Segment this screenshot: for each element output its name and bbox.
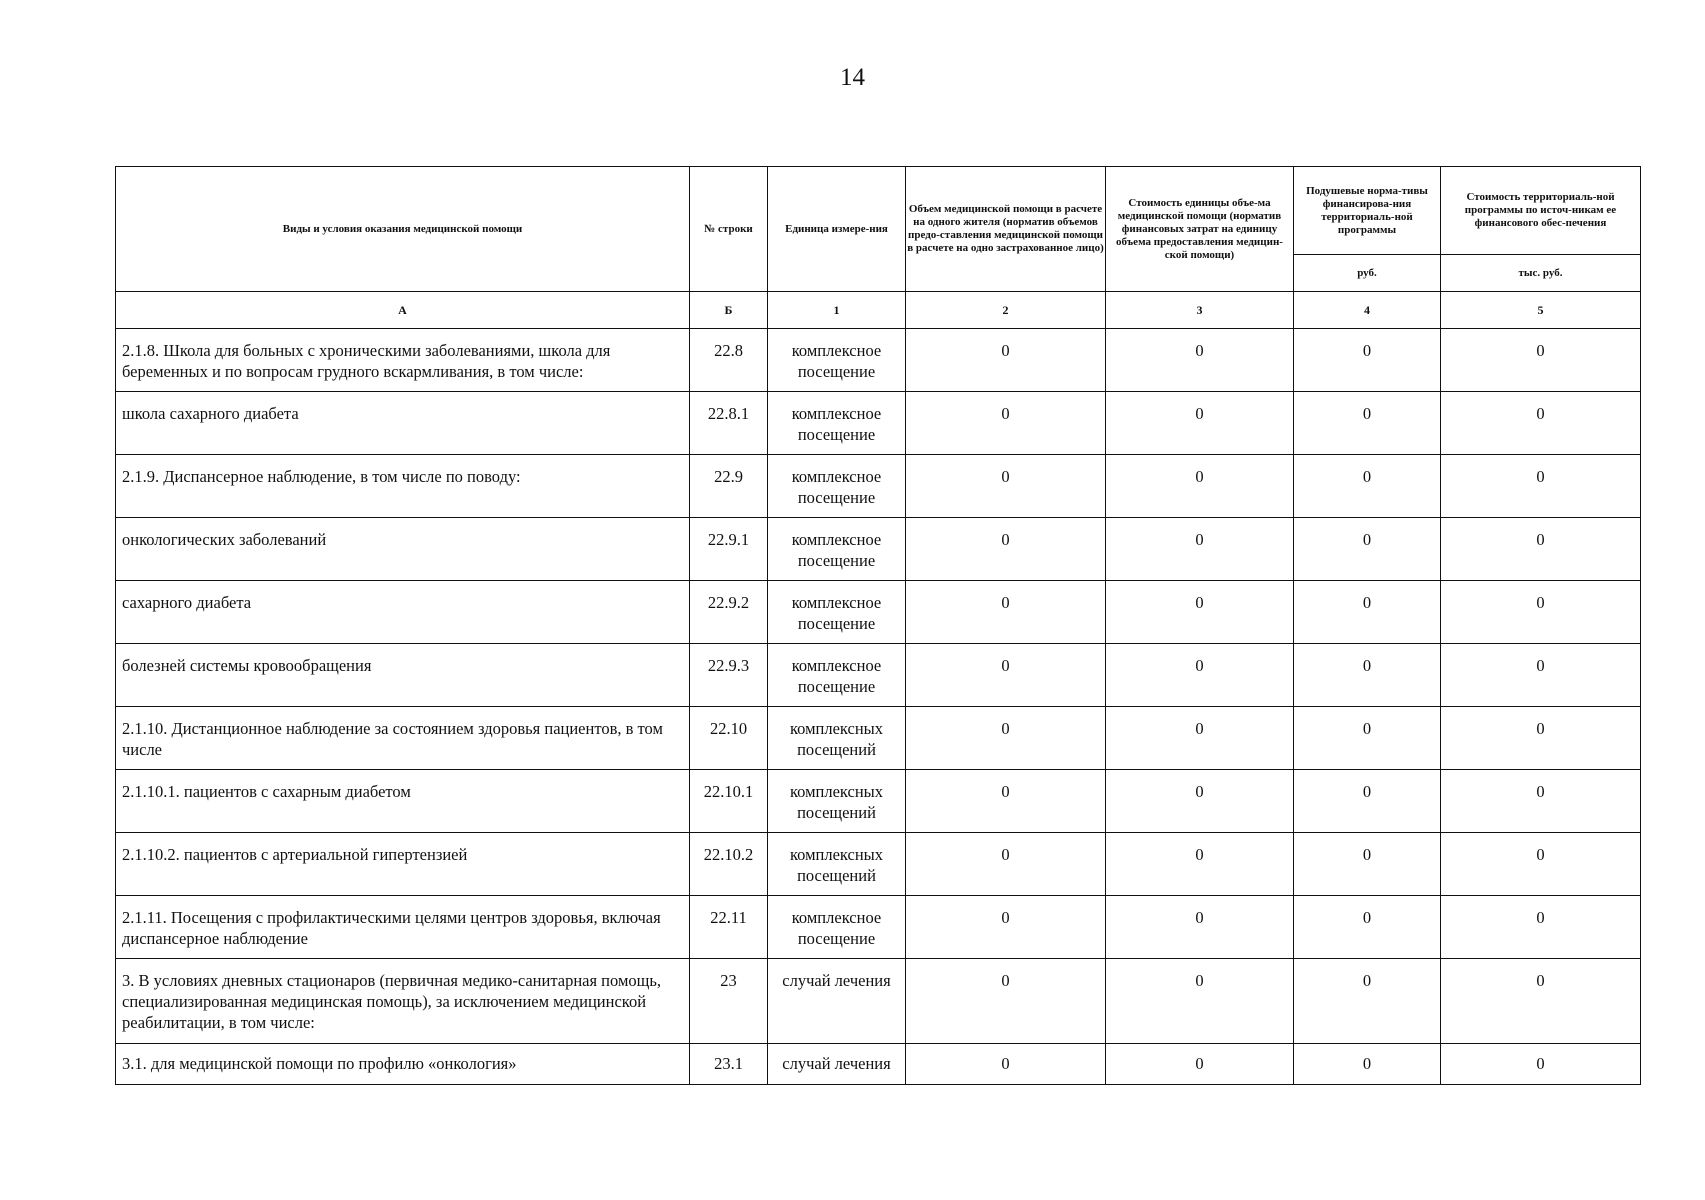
table-row	[116, 1044, 1641, 1085]
unit-cost-cell: 0	[1106, 1044, 1294, 1085]
column-number: 1	[768, 292, 906, 329]
unit-cost-cell: 0	[1106, 581, 1294, 644]
line-number-cell: 22.8.1	[690, 392, 768, 455]
table-row	[116, 581, 1641, 644]
line-number-cell: 22.9.1	[690, 518, 768, 581]
per-capita-cell: 0	[1294, 518, 1441, 581]
column-number-row	[116, 292, 1641, 329]
table-row	[116, 329, 1641, 392]
column-number: 3	[1106, 292, 1294, 329]
unit-cell: случай лечения	[768, 959, 906, 1044]
program-cost-cell: 0	[1441, 1044, 1641, 1085]
unit-cell: комплексное посещение	[768, 455, 906, 518]
unit-cost-cell: 0	[1106, 833, 1294, 896]
table-row	[116, 518, 1641, 581]
care-type-cell: онкологических заболеваний	[116, 518, 690, 581]
unit-cell: комплексных посещений	[768, 707, 906, 770]
line-number-cell: 22.10.1	[690, 770, 768, 833]
unit-rub: руб.	[1294, 255, 1441, 292]
volume-cell: 0	[906, 707, 1106, 770]
table-row	[116, 959, 1641, 1044]
unit-cost-cell: 0	[1106, 329, 1294, 392]
unit-cell: комплексных посещений	[768, 833, 906, 896]
line-number-cell: 22.10.2	[690, 833, 768, 896]
table-row	[116, 644, 1641, 707]
volume-cell: 0	[906, 518, 1106, 581]
header-per-capita: Подушевые норма-тивы финансирова-ния территориаль-ной программы	[1294, 167, 1441, 255]
unit-cost-cell: 0	[1106, 959, 1294, 1044]
header-unit: Единица измере-ния	[768, 167, 906, 292]
volume-cell: 0	[906, 770, 1106, 833]
program-cost-cell: 0	[1441, 833, 1641, 896]
volume-cell: 0	[906, 392, 1106, 455]
care-type-cell: 3. В условиях дневных стационаров (первичная медико-санитарная помощь, специализированная медицинская помощь), за исключением медицинской реабилитации, в том числе:	[116, 959, 690, 1044]
unit-cost-cell: 0	[1106, 518, 1294, 581]
line-number-cell: 22.9.2	[690, 581, 768, 644]
per-capita-cell: 0	[1294, 392, 1441, 455]
care-type-cell: болезней системы кровообращения	[116, 644, 690, 707]
per-capita-cell: 0	[1294, 833, 1441, 896]
unit-thousand-rub: тыс. руб.	[1441, 255, 1641, 292]
volume-cell: 0	[906, 329, 1106, 392]
unit-cell: комплексное посещение	[768, 392, 906, 455]
header-unit-cost: Стоимость единицы объе-ма медицинской помощи (норматив финансовых затрат на единицу объема предоставления медицин-ской помощи)	[1106, 167, 1294, 292]
care-type-cell: 2.1.10.2. пациентов с артериальной гипертензией	[116, 833, 690, 896]
unit-cell: комплексное посещение	[768, 581, 906, 644]
header-row	[116, 167, 1641, 255]
volume-cell: 0	[906, 1044, 1106, 1085]
line-number-cell: 22.10	[690, 707, 768, 770]
table-row	[116, 707, 1641, 770]
care-type-cell: 2.1.10.1. пациентов с сахарным диабетом	[116, 770, 690, 833]
per-capita-cell: 0	[1294, 770, 1441, 833]
page-number: 14	[840, 64, 865, 91]
volume-cell: 0	[906, 644, 1106, 707]
program-cost-cell: 0	[1441, 896, 1641, 959]
per-capita-cell: 0	[1294, 896, 1441, 959]
line-number-cell: 22.9.3	[690, 644, 768, 707]
volume-cell: 0	[906, 833, 1106, 896]
program-cost-cell: 0	[1441, 707, 1641, 770]
program-cost-cell: 0	[1441, 455, 1641, 518]
unit-cell: комплексное посещение	[768, 896, 906, 959]
program-cost-cell: 0	[1441, 581, 1641, 644]
line-number-cell: 22.8	[690, 329, 768, 392]
volume-cell: 0	[906, 959, 1106, 1044]
unit-cell: случай лечения	[768, 1044, 906, 1085]
header-volume: Объем медицинской помощи в расчете на одного жителя (норматив объемов предо-ставления медицинской помощи в расчете на одно застрахованное лицо)	[906, 167, 1106, 292]
line-number-cell: 23	[690, 959, 768, 1044]
care-type-cell: 2.1.9. Диспансерное наблюдение, в том числе по поводу:	[116, 455, 690, 518]
medical-care-table	[115, 166, 1641, 1085]
line-number-cell: 22.9	[690, 455, 768, 518]
unit-cell: комплексное посещение	[768, 329, 906, 392]
care-type-cell: 2.1.10. Дистанционное наблюдение за состоянием здоровья пациентов, в том числе	[116, 707, 690, 770]
table-row	[116, 455, 1641, 518]
program-cost-cell: 0	[1441, 518, 1641, 581]
column-number: 5	[1441, 292, 1641, 329]
per-capita-cell: 0	[1294, 959, 1441, 1044]
table-row	[116, 896, 1641, 959]
program-cost-cell: 0	[1441, 329, 1641, 392]
column-number: Б	[690, 292, 768, 329]
header-line-number: № строки	[690, 167, 768, 292]
table-row	[116, 770, 1641, 833]
program-cost-cell: 0	[1441, 392, 1641, 455]
unit-cost-cell: 0	[1106, 707, 1294, 770]
unit-cell: комплексных посещений	[768, 770, 906, 833]
program-cost-cell: 0	[1441, 644, 1641, 707]
per-capita-cell: 0	[1294, 1044, 1441, 1085]
unit-cost-cell: 0	[1106, 455, 1294, 518]
care-type-cell: школа сахарного диабета	[116, 392, 690, 455]
header-program-cost: Стоимость территориаль-ной программы по источ-никам ее финансового обес-печения	[1441, 167, 1641, 255]
per-capita-cell: 0	[1294, 644, 1441, 707]
unit-cost-cell: 0	[1106, 896, 1294, 959]
unit-cost-cell: 0	[1106, 644, 1294, 707]
per-capita-cell: 0	[1294, 329, 1441, 392]
care-type-cell: 2.1.8. Школа для больных с хроническими заболеваниями, школа для беременных и по вопросам грудного вскармливания, в том числе:	[116, 329, 690, 392]
unit-cell: комплексное посещение	[768, 518, 906, 581]
header-care-types: Виды и условия оказания медицинской помощи	[116, 167, 690, 292]
unit-cost-cell: 0	[1106, 392, 1294, 455]
per-capita-cell: 0	[1294, 581, 1441, 644]
volume-cell: 0	[906, 581, 1106, 644]
program-cost-cell: 0	[1441, 770, 1641, 833]
column-number: 2	[906, 292, 1106, 329]
program-cost-cell: 0	[1441, 959, 1641, 1044]
care-type-cell: 2.1.11. Посещения с профилактическими целями центров здоровья, включая диспансерное наблюдение	[116, 896, 690, 959]
volume-cell: 0	[906, 455, 1106, 518]
column-number: А	[116, 292, 690, 329]
line-number-cell: 23.1	[690, 1044, 768, 1085]
care-type-cell: сахарного диабета	[116, 581, 690, 644]
volume-cell: 0	[906, 896, 1106, 959]
unit-cell: комплексное посещение	[768, 644, 906, 707]
per-capita-cell: 0	[1294, 455, 1441, 518]
unit-cost-cell: 0	[1106, 770, 1294, 833]
per-capita-cell: 0	[1294, 707, 1441, 770]
table-row	[116, 833, 1641, 896]
care-type-cell: 3.1. для медицинской помощи по профилю «онкология»	[116, 1044, 690, 1085]
line-number-cell: 22.11	[690, 896, 768, 959]
column-number: 4	[1294, 292, 1441, 329]
table-row	[116, 392, 1641, 455]
